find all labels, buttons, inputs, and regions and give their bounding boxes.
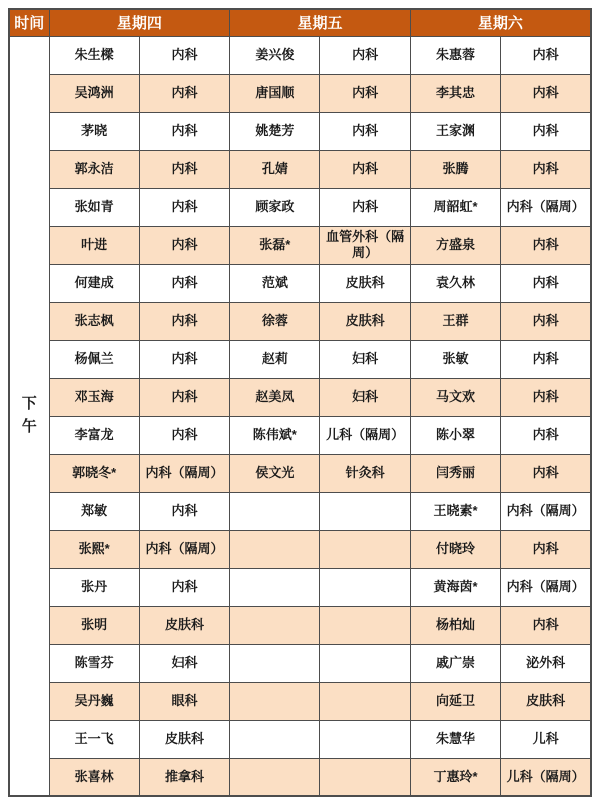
- schedule-header: [9, 9, 591, 36]
- doctor-name-cell: 郭永洁: [49, 150, 139, 188]
- doctor-name-cell: 王一飞: [49, 720, 139, 758]
- doctor-name-cell: 丁惠玲*: [410, 758, 500, 796]
- department-cell: 儿科（隔周）: [501, 758, 591, 796]
- time-period-label: 下午: [21, 395, 37, 435]
- doctor-name-cell: 张熙*: [49, 530, 139, 568]
- department-cell: 内科: [139, 378, 229, 416]
- doctor-name-cell: 方盛泉: [410, 226, 500, 264]
- table-row: [9, 758, 591, 796]
- department-cell: 内科: [501, 74, 591, 112]
- department-cell: 内科: [139, 36, 229, 74]
- doctor-name-cell: 张明: [49, 606, 139, 644]
- doctor-name-cell: 戚广崇: [410, 644, 500, 682]
- header-time: 时间: [9, 9, 49, 36]
- doctor-name-cell: 向延卫: [410, 682, 500, 720]
- department-cell: 内科（隔周）: [501, 568, 591, 606]
- department-cell: 内科: [320, 112, 410, 150]
- department-cell: 眼科: [139, 682, 229, 720]
- doctor-name-cell: 孔婧: [230, 150, 320, 188]
- schedule-body: [9, 36, 591, 796]
- header-saturday: 星期六: [410, 9, 591, 36]
- department-cell: 皮肤科: [139, 606, 229, 644]
- department-cell: 内科: [139, 568, 229, 606]
- table-row: [9, 378, 591, 416]
- doctor-name-cell: 闫秀丽: [410, 454, 500, 492]
- doctor-name-cell: 王晓素*: [410, 492, 500, 530]
- table-row: [9, 74, 591, 112]
- department-cell: 皮肤科: [320, 302, 410, 340]
- doctor-name-cell: [230, 758, 320, 796]
- doctor-name-cell: 朱惠蓉: [410, 36, 500, 74]
- department-cell: 内科（隔周）: [139, 530, 229, 568]
- department-cell: 内科: [501, 606, 591, 644]
- department-cell: 妇科: [320, 378, 410, 416]
- department-cell: 泌外科: [501, 644, 591, 682]
- doctor-name-cell: 张志枫: [49, 302, 139, 340]
- table-row: [9, 492, 591, 530]
- department-cell: 针灸科: [320, 454, 410, 492]
- department-cell: 内科: [139, 302, 229, 340]
- department-cell: 内科: [139, 112, 229, 150]
- header-row: [9, 9, 591, 36]
- doctor-name-cell: 邓玉海: [49, 378, 139, 416]
- department-cell: 内科: [320, 74, 410, 112]
- doctor-name-cell: 李其忠: [410, 74, 500, 112]
- doctor-name-cell: 周韶虹*: [410, 188, 500, 226]
- doctor-schedule-table: [8, 8, 592, 797]
- doctor-name-cell: [230, 568, 320, 606]
- doctor-name-cell: 马文欢: [410, 378, 500, 416]
- department-cell: 内科（隔周）: [139, 454, 229, 492]
- department-cell: 妇科: [139, 644, 229, 682]
- table-row: [9, 112, 591, 150]
- department-cell: 内科: [320, 188, 410, 226]
- doctor-name-cell: 朱生樑: [49, 36, 139, 74]
- doctor-name-cell: 陈雪芬: [49, 644, 139, 682]
- doctor-name-cell: 郑敏: [49, 492, 139, 530]
- table-row: [9, 568, 591, 606]
- doctor-name-cell: 张磊*: [230, 226, 320, 264]
- department-cell: 皮肤科: [320, 264, 410, 302]
- table-row: [9, 530, 591, 568]
- department-cell: 内科: [501, 112, 591, 150]
- doctor-name-cell: 张喜林: [49, 758, 139, 796]
- department-cell: 内科: [139, 150, 229, 188]
- doctor-name-cell: 杨柏灿: [410, 606, 500, 644]
- doctor-name-cell: 陈小翠: [410, 416, 500, 454]
- doctor-name-cell: 李富龙: [49, 416, 139, 454]
- department-cell: 内科: [320, 36, 410, 74]
- doctor-name-cell: 茅晓: [49, 112, 139, 150]
- time-period-cell: [9, 36, 49, 796]
- department-cell: 内科: [501, 416, 591, 454]
- department-cell: 内科: [501, 226, 591, 264]
- department-cell: 内科（隔周）: [501, 188, 591, 226]
- header-friday: 星期五: [230, 9, 411, 36]
- doctor-name-cell: 赵莉: [230, 340, 320, 378]
- doctor-name-cell: [230, 644, 320, 682]
- department-cell: 儿科（隔周）: [320, 416, 410, 454]
- table-row: [9, 150, 591, 188]
- doctor-name-cell: 唐国顺: [230, 74, 320, 112]
- doctor-name-cell: 郭晓冬*: [49, 454, 139, 492]
- doctor-name-cell: 张如青: [49, 188, 139, 226]
- doctor-name-cell: 侯文光: [230, 454, 320, 492]
- table-row: [9, 226, 591, 264]
- department-cell: 内科: [320, 150, 410, 188]
- department-cell: 内科: [501, 378, 591, 416]
- table-row: [9, 264, 591, 302]
- department-cell: [320, 644, 410, 682]
- department-cell: 皮肤科: [139, 720, 229, 758]
- header-thursday: 星期四: [49, 9, 230, 36]
- doctor-name-cell: 陈伟斌*: [230, 416, 320, 454]
- doctor-name-cell: 吴丹巍: [49, 682, 139, 720]
- table-row: [9, 302, 591, 340]
- doctor-name-cell: [230, 720, 320, 758]
- doctor-name-cell: 赵美凤: [230, 378, 320, 416]
- department-cell: 内科: [501, 340, 591, 378]
- doctor-name-cell: 张腾: [410, 150, 500, 188]
- department-cell: 内科: [139, 264, 229, 302]
- department-cell: [320, 606, 410, 644]
- doctor-name-cell: 张丹: [49, 568, 139, 606]
- doctor-name-cell: 姚楚芳: [230, 112, 320, 150]
- doctor-name-cell: 姜兴俊: [230, 36, 320, 74]
- department-cell: 内科: [139, 188, 229, 226]
- department-cell: 推拿科: [139, 758, 229, 796]
- table-row: [9, 340, 591, 378]
- department-cell: 儿科: [501, 720, 591, 758]
- department-cell: 内科: [501, 36, 591, 74]
- department-cell: 内科: [501, 264, 591, 302]
- doctor-name-cell: 王家渊: [410, 112, 500, 150]
- doctor-name-cell: 张敏: [410, 340, 500, 378]
- doctor-name-cell: 杨佩兰: [49, 340, 139, 378]
- doctor-name-cell: 何建成: [49, 264, 139, 302]
- department-cell: 内科: [139, 416, 229, 454]
- table-row: [9, 644, 591, 682]
- department-cell: 内科: [501, 302, 591, 340]
- doctor-name-cell: 顾家政: [230, 188, 320, 226]
- doctor-name-cell: 付晓玲: [410, 530, 500, 568]
- doctor-name-cell: 范斌: [230, 264, 320, 302]
- table-row: [9, 454, 591, 492]
- doctor-name-cell: 吴鸿洲: [49, 74, 139, 112]
- doctor-name-cell: [230, 606, 320, 644]
- department-cell: 内科（隔周）: [501, 492, 591, 530]
- department-cell: 内科: [501, 454, 591, 492]
- department-cell: [320, 758, 410, 796]
- department-cell: 内科: [501, 530, 591, 568]
- department-cell: [320, 568, 410, 606]
- table-row: [9, 720, 591, 758]
- department-cell: [320, 682, 410, 720]
- department-cell: 皮肤科: [501, 682, 591, 720]
- doctor-name-cell: [230, 492, 320, 530]
- department-cell: [320, 530, 410, 568]
- doctor-name-cell: 徐蓉: [230, 302, 320, 340]
- department-cell: 内科: [501, 150, 591, 188]
- department-cell: 血管外科（隔周）: [320, 226, 410, 264]
- department-cell: 内科: [139, 340, 229, 378]
- doctor-name-cell: 黄海茵*: [410, 568, 500, 606]
- doctor-name-cell: 袁久林: [410, 264, 500, 302]
- table-row: [9, 416, 591, 454]
- department-cell: 妇科: [320, 340, 410, 378]
- table-row: [9, 36, 591, 74]
- department-cell: 内科: [139, 74, 229, 112]
- department-cell: 内科: [139, 226, 229, 264]
- table-row: [9, 606, 591, 644]
- table-row: [9, 188, 591, 226]
- table-row: [9, 682, 591, 720]
- doctor-name-cell: 王群: [410, 302, 500, 340]
- department-cell: [320, 492, 410, 530]
- department-cell: 内科: [139, 492, 229, 530]
- doctor-name-cell: 叶进: [49, 226, 139, 264]
- doctor-name-cell: 朱慧华: [410, 720, 500, 758]
- doctor-name-cell: [230, 682, 320, 720]
- department-cell: [320, 720, 410, 758]
- doctor-name-cell: [230, 530, 320, 568]
